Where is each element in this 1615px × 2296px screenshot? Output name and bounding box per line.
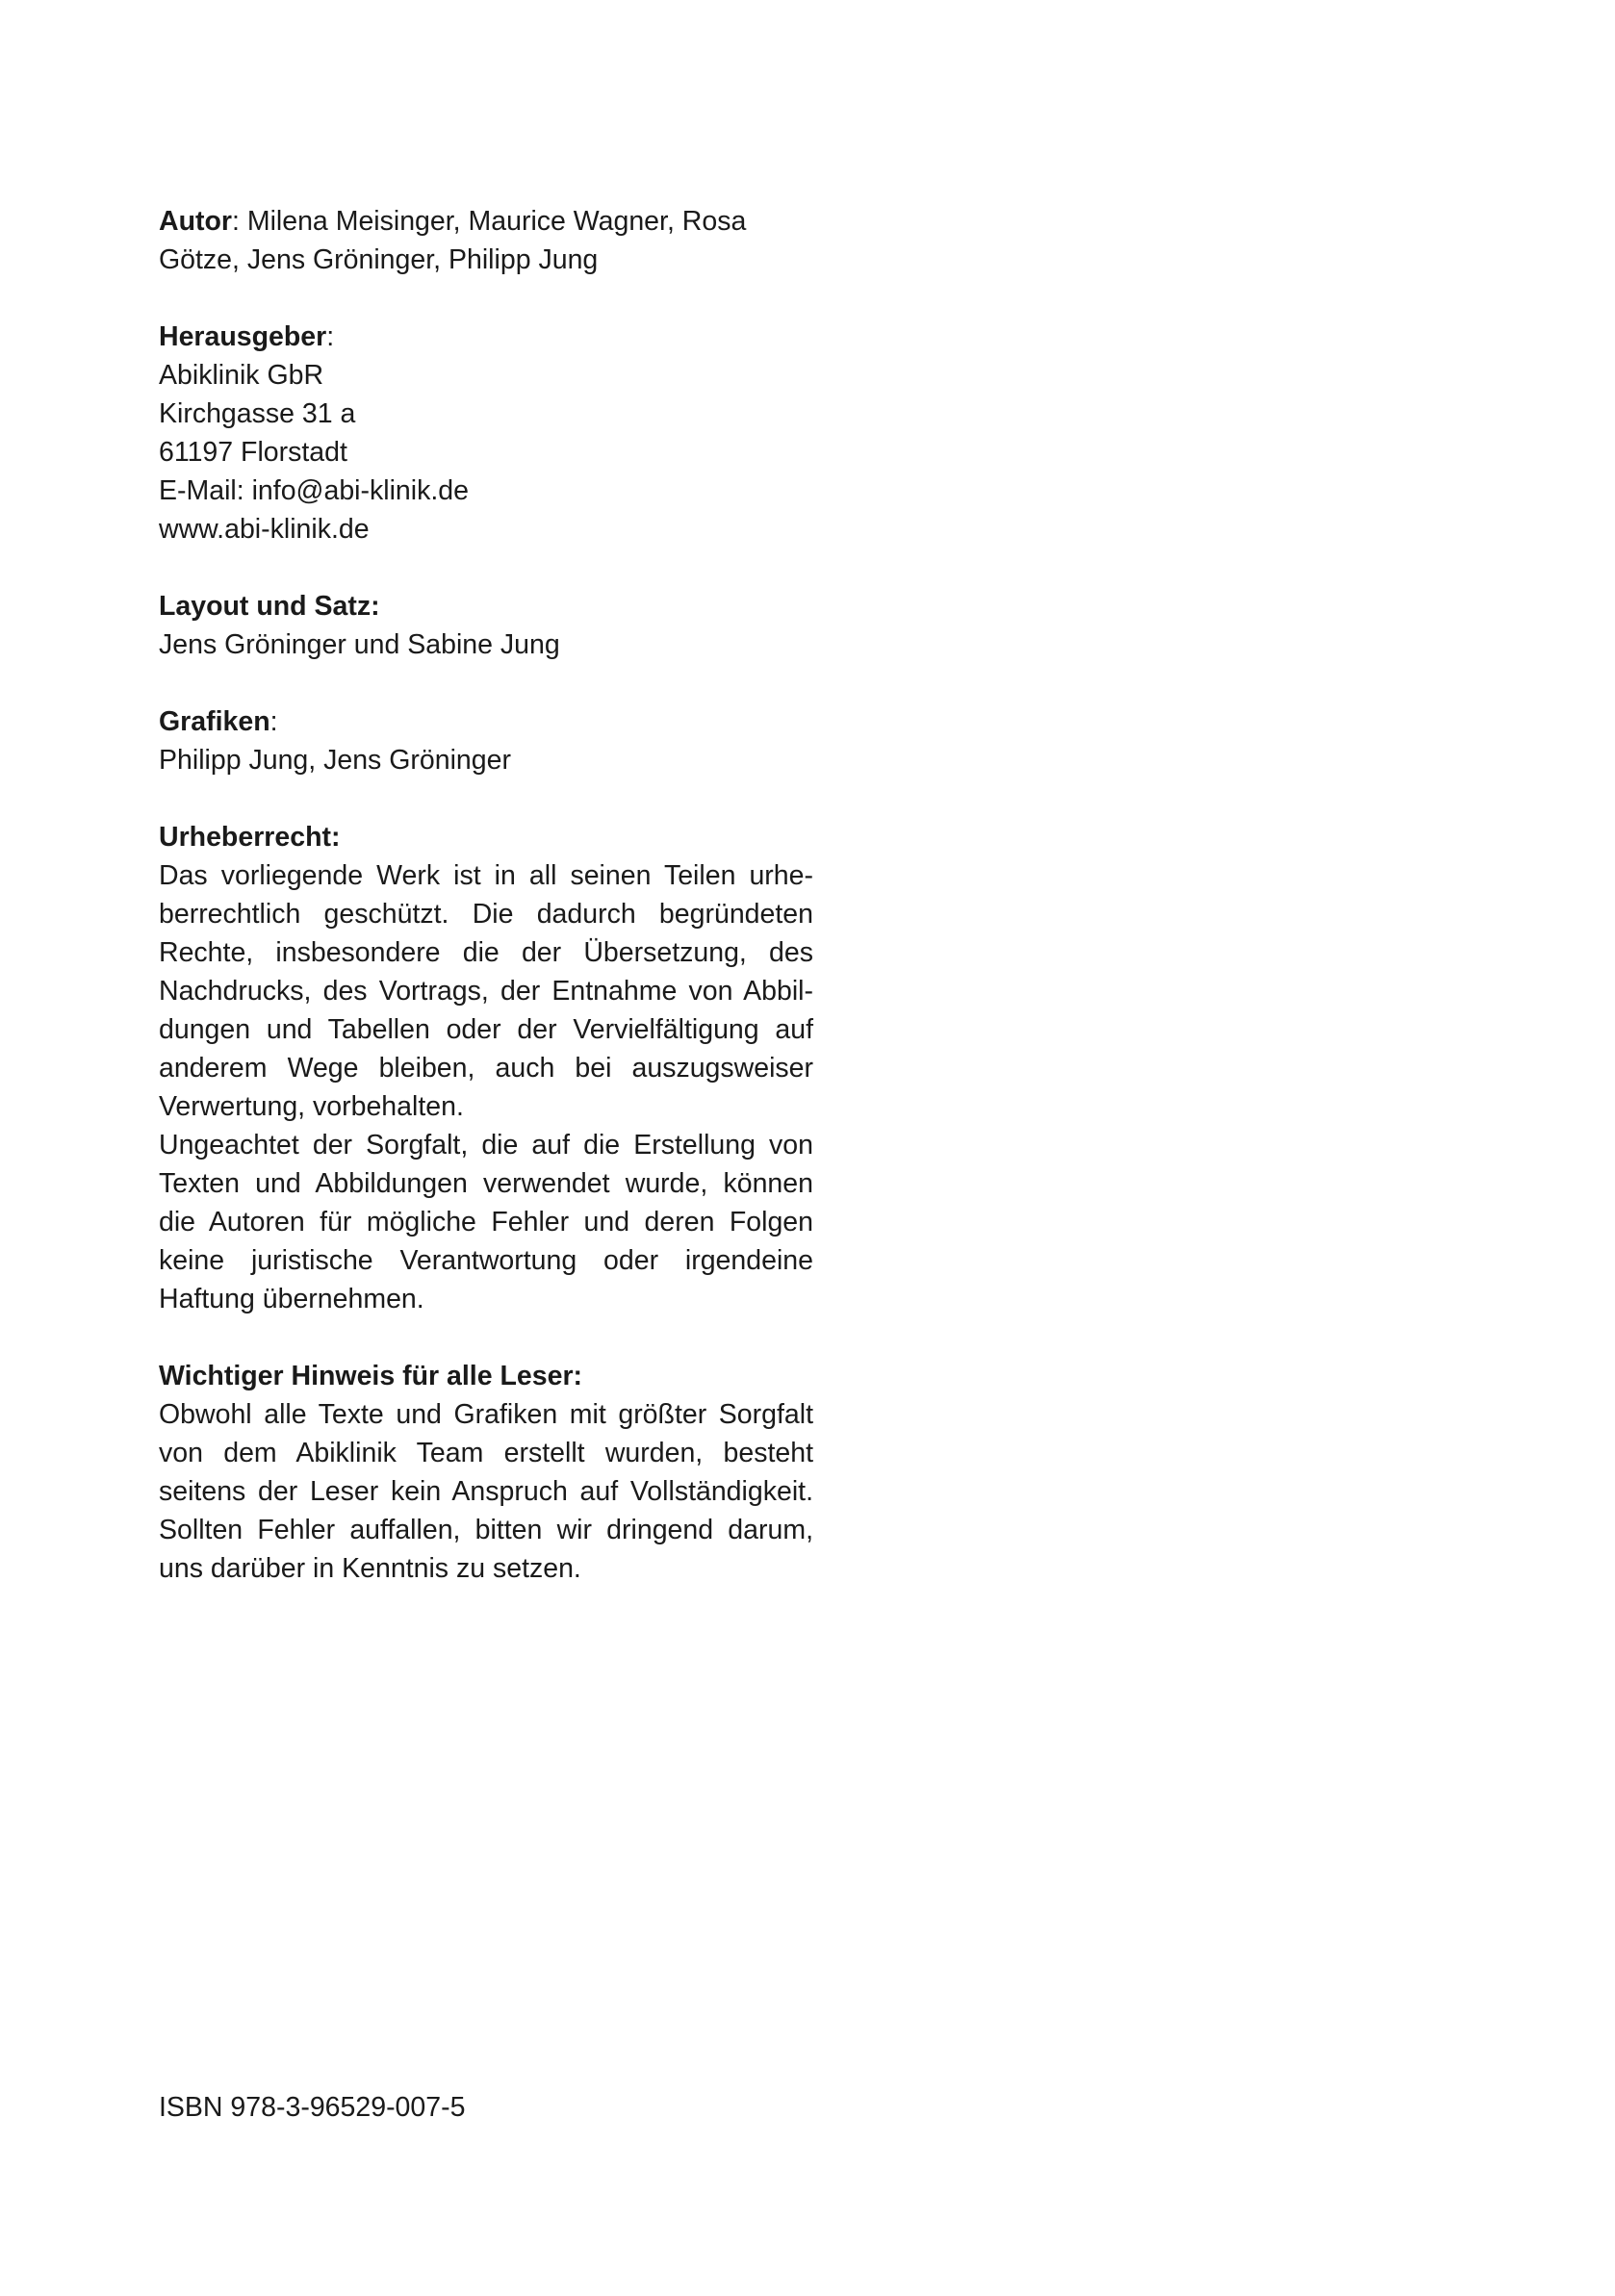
isbn-number: ISBN 978-3-96529-007-5 [159, 2092, 466, 2123]
author-separator: : [231, 206, 240, 237]
graphics-separator: : [269, 706, 278, 737]
layout-section [159, 587, 813, 664]
copyright-body [159, 856, 813, 1318]
publisher-heading [159, 318, 813, 356]
copyright-paragraph-2: Ungeachtet der Sorgfalt, die auf die Erstellung von Texten und Abbildungen verwendet wurde, können die Autoren für mögliche Fehler und deren Folgen keine juristische Verantwortung oder irgendeine Haftung übernehmen. [159, 1130, 813, 1314]
graphics-section [159, 702, 813, 779]
author-label: Autor [159, 206, 232, 237]
graphics-heading [159, 702, 813, 741]
author-names-1: Milena Meisinger, Maurice Wagner, Rosa [239, 206, 747, 237]
notice-paragraph: Obwohl alle Texte und Grafiken mit größter Sorgfalt von dem Abiklinik Team erstellt wurden, besteht seitens der Leser kein Anspruch auf Vollständigkeit. Sollten Fehler auffallen, bitten wir dringend darum, uns darüber in Kenntnis zu setzen. [159, 1399, 813, 1584]
author-line-1 [159, 202, 813, 241]
publisher-section [159, 318, 813, 548]
graphics-label: Grafiken [159, 706, 270, 737]
publisher-city: 61197 Florstadt [159, 437, 347, 468]
author-names-2: Götze, Jens Gröninger, Philipp Jung [159, 244, 599, 275]
publisher-website: www.abi-klinik.de [159, 514, 370, 545]
imprint-block [159, 202, 813, 1626]
copyright-section [159, 818, 813, 1318]
copyright-label: Urheberrecht: [159, 822, 341, 853]
publisher-street: Kirchgasse 31 a [159, 398, 356, 429]
publisher-name: Abiklinik GbR [159, 360, 324, 391]
layout-label: Layout und Satz: [159, 591, 380, 622]
publisher-email: E-Mail: info@abi-klinik.de [159, 475, 469, 506]
notice-section [159, 1357, 813, 1588]
author-section [159, 202, 813, 279]
notice-label: Wichtiger Hinweis für alle Leser: [159, 1361, 583, 1391]
graphics-text: Philipp Jung, Jens Gröninger [159, 745, 511, 776]
notice-body [159, 1395, 813, 1588]
publisher-separator: : [326, 321, 335, 352]
layout-text: Jens Gröninger und Sabine Jung [159, 629, 560, 660]
publisher-label: Herausgeber [159, 321, 327, 352]
copyright-paragraph-1: Das vorliegende Werk ist in all seinen Teilen urheberrechtlich geschützt. Die dadurch begründeten Rechte, insbesondere die der Übersetzung, des Nachdrucks, des Vortrags, der Entnahme von Abbildungen und Tabellen oder der Vervielfältigung auf anderem Wege bleiben, auch bei auszugsweiser Verwertung, vorbehalten. [159, 860, 813, 1122]
author-line-1-text [159, 202, 746, 241]
